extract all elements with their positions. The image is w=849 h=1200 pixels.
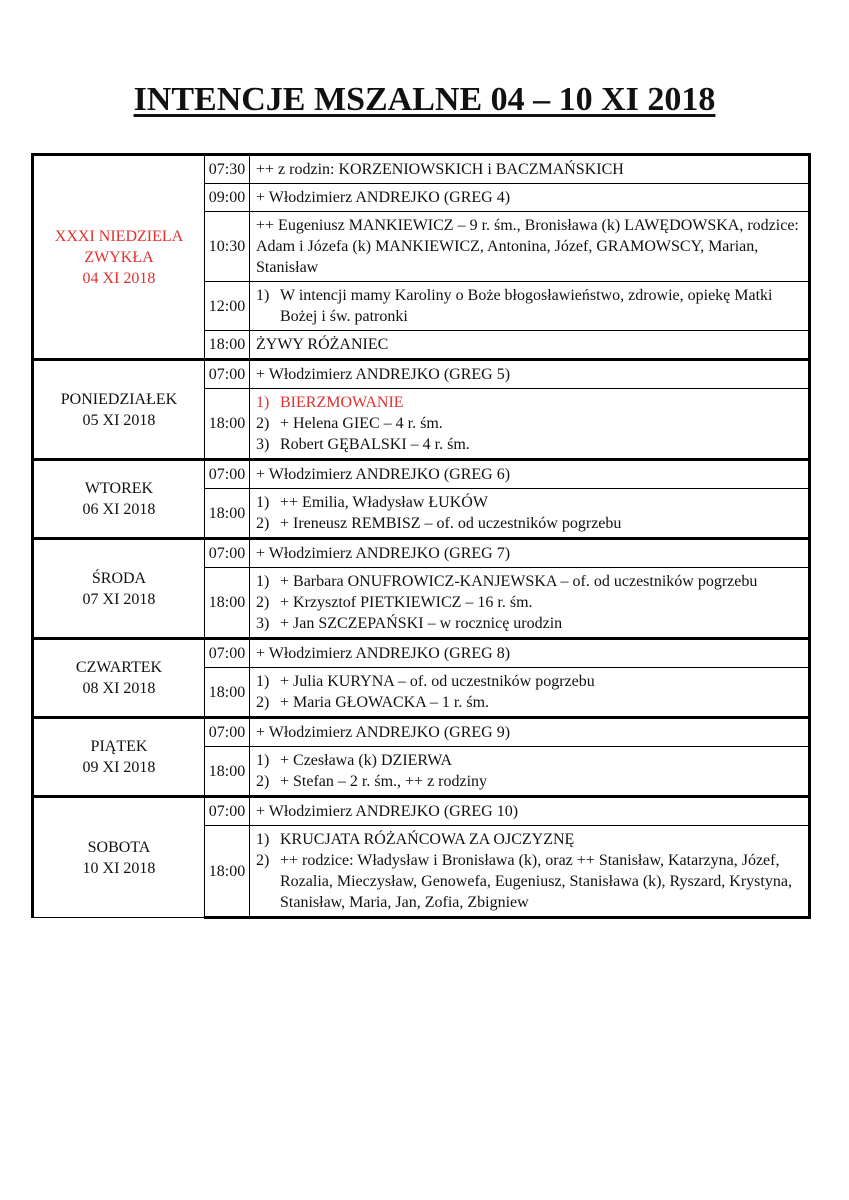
- day-cell: [33, 539, 205, 639]
- mass-intention: [250, 639, 810, 668]
- intention-number: 2): [256, 852, 270, 869]
- day-name-line2: ZWYKŁA: [84, 248, 154, 266]
- mass-intention: [250, 826, 810, 918]
- mass-intention: [250, 797, 810, 826]
- mass-time: 09:00: [205, 184, 250, 212]
- mass-time: 18:00: [205, 331, 250, 360]
- intention-list: [256, 571, 803, 634]
- intention-item: [256, 692, 803, 713]
- day-name: WTOREK: [84, 480, 154, 497]
- day-cell: [33, 639, 205, 718]
- intention-number: 1): [256, 752, 270, 769]
- day-date: 07 XI 2018: [82, 590, 156, 608]
- mass-intention: [250, 155, 810, 184]
- day-date: 10 XI 2018: [82, 859, 156, 877]
- intention-text: KRUCJATA RÓŻAŃCOWA ZA OJCZYZNĘ: [280, 831, 575, 848]
- intention-text: ++ Eugeniusz MANKIEWICZ – 9 r. śm., Bronisława (k) LAWĘDOWSKA, rodzice: Adam i Józefa (k) MANKIEWICZ, Antonina, Józef, GRAMOWSCY, Marian, Stanisław: [256, 217, 799, 276]
- mass-row: [33, 639, 810, 668]
- intention-number: 2): [256, 694, 270, 711]
- mass-time: 12:00: [205, 282, 250, 331]
- intention-text: + Julia KURYNA – of. od uczestników pogrzebu: [280, 673, 595, 690]
- intention-text: + Ireneusz REMBISZ – of. od uczestników pogrzebu: [280, 515, 622, 532]
- day-name: CZWARTEK: [75, 659, 163, 676]
- intention-list: [256, 492, 803, 534]
- intention-list: [256, 285, 803, 327]
- mass-intention: [250, 360, 810, 389]
- mass-intention: [250, 668, 810, 718]
- mass-time: 18:00: [205, 668, 250, 718]
- intention-item: [256, 413, 803, 434]
- mass-time: 18:00: [205, 826, 250, 918]
- day-cell: [33, 155, 205, 360]
- intention-item: [256, 750, 803, 771]
- intention-text: + Włodzimierz ANDREJKO (GREG 8): [256, 645, 511, 662]
- day-date: 05 XI 2018: [82, 411, 156, 429]
- mass-time: 18:00: [205, 389, 250, 460]
- mass-intention: [250, 489, 810, 539]
- day-name: PONIEDZIAŁEK: [60, 390, 178, 408]
- mass-row: [33, 360, 810, 389]
- mass-time: 07:00: [205, 460, 250, 489]
- intention-text: + Czesława (k) DZIERWA: [280, 752, 453, 769]
- mass-time: 18:00: [205, 489, 250, 539]
- intention-number: 1): [256, 394, 270, 411]
- intention-text: + Krzysztof PIETKIEWICZ – 16 r. śm.: [280, 594, 533, 611]
- mass-row: [33, 718, 810, 747]
- intention-number: 2): [256, 773, 270, 790]
- intention-item: [256, 850, 803, 913]
- intention-number: 3): [256, 436, 270, 453]
- mass-time: 07:30: [205, 155, 250, 184]
- intention-item: [256, 771, 803, 792]
- day-name: SOBOTA: [87, 838, 151, 856]
- intention-item: [256, 285, 803, 327]
- intention-item: [256, 513, 803, 534]
- mass-row: [33, 539, 810, 568]
- mass-row: [33, 797, 810, 826]
- intention-text: + Włodzimierz ANDREJKO (GREG 6): [256, 466, 511, 483]
- mass-time: 10:30: [205, 212, 250, 282]
- day-date: 04 XI 2018: [82, 269, 156, 287]
- intention-text: + Włodzimierz ANDREJKO (GREG 5): [256, 366, 511, 383]
- intention-text: ++ z rodzin: KORZENIOWSKICH i BACZMAŃSKICH: [256, 161, 624, 178]
- mass-intention: [250, 331, 810, 360]
- day-name: PIĄTEK: [90, 738, 148, 755]
- intention-text: + Maria GŁOWACKA – 1 r. śm.: [280, 694, 490, 711]
- mass-row: [33, 460, 810, 489]
- day-cell: [33, 797, 205, 918]
- intention-text: + Włodzimierz ANDREJKO (GREG 7): [256, 545, 511, 562]
- intention-text: BIERZMOWANIE: [280, 394, 404, 411]
- intention-number: 2): [256, 594, 270, 611]
- mass-intention: [250, 539, 810, 568]
- mass-time: 18:00: [205, 568, 250, 639]
- intention-number: 1): [256, 831, 270, 848]
- intention-item: [256, 492, 803, 513]
- intention-text: + Barbara ONUFROWICZ-KANJEWSKA – of. od uczestników pogrzebu: [280, 573, 758, 590]
- day-cell: [33, 460, 205, 539]
- day-cell: [33, 360, 205, 460]
- intention-text: Robert GĘBALSKI – 4 r. śm.: [280, 436, 470, 453]
- intention-text: + Helena GIEC – 4 r. śm.: [280, 415, 443, 432]
- day-name-line1: XXXI NIEDZIELA: [54, 227, 184, 245]
- intention-number: 2): [256, 415, 270, 432]
- intention-text: W intencji mamy Karoliny o Boże błogosławieństwo, zdrowie, opiekę Matki Bożej i św. patronki: [280, 287, 773, 325]
- intention-text: + Włodzimierz ANDREJKO (GREG 4): [256, 189, 511, 206]
- day-date: 08 XI 2018: [82, 680, 156, 697]
- intention-item: [256, 392, 803, 413]
- intention-list: [256, 671, 803, 713]
- page-title: [0, 82, 849, 118]
- intention-list: [256, 750, 803, 792]
- intention-number: 1): [256, 494, 270, 511]
- mass-intention: [250, 568, 810, 639]
- intention-text: ++ rodzice: Władysław i Bronisława (k), oraz ++ Stanisław, Katarzyna, Józef, Rozalia, Mieczysław, Genowefa, Eugeniusz, Stanisława (k), Ryszard, Krystyna, Stanisław, Maria, Jan, Zofia, Zbigniew: [280, 852, 792, 911]
- mass-time: 07:00: [205, 718, 250, 747]
- intention-text: ŻYWY RÓŻANIEC: [256, 336, 389, 353]
- intention-item: [256, 592, 803, 613]
- mass-intention: [250, 460, 810, 489]
- mass-intention: [250, 184, 810, 212]
- intention-text: ++ Emilia, Władysław ŁUKÓW: [280, 494, 488, 511]
- mass-time: 07:00: [205, 539, 250, 568]
- mass-intention: [250, 747, 810, 797]
- intention-text: + Stefan – 2 r. śm., ++ z rodziny: [280, 773, 488, 790]
- mass-time: 07:00: [205, 360, 250, 389]
- intention-text: + Włodzimierz ANDREJKO (GREG 9): [256, 724, 511, 741]
- intention-item: [256, 671, 803, 692]
- day-date: 06 XI 2018: [82, 501, 156, 518]
- mass-intention: [250, 212, 810, 282]
- mass-intentions-body: [33, 155, 810, 918]
- mass-time: 07:00: [205, 797, 250, 826]
- day-date: 09 XI 2018: [82, 759, 156, 776]
- mass-intention: [250, 282, 810, 331]
- mass-intention: [250, 389, 810, 460]
- intention-item: [256, 613, 803, 634]
- intention-list: [256, 829, 803, 913]
- mass-intentions-table: [31, 153, 811, 919]
- intention-item: [256, 829, 803, 850]
- intention-text: + Jan SZCZEPAŃSKI – w rocznicę urodzin: [280, 615, 563, 632]
- intention-number: 1): [256, 573, 270, 590]
- day-name: ŚRODA: [91, 569, 147, 587]
- intention-text: + Włodzimierz ANDREJKO (GREG 10): [256, 803, 519, 820]
- mass-time: 18:00: [205, 747, 250, 797]
- intention-number: 1): [256, 287, 270, 304]
- intention-list: [256, 392, 803, 455]
- mass-intention: [250, 718, 810, 747]
- intention-number: 3): [256, 615, 270, 632]
- mass-time: 07:00: [205, 639, 250, 668]
- page-title-text: INTENCJE MSZALNE 04 – 10 XI 2018: [133, 81, 716, 118]
- intention-item: [256, 571, 803, 592]
- intention-number: 1): [256, 673, 270, 690]
- mass-row: [33, 155, 810, 184]
- intention-number: 2): [256, 515, 270, 532]
- intention-item: [256, 434, 803, 455]
- day-cell: [33, 718, 205, 797]
